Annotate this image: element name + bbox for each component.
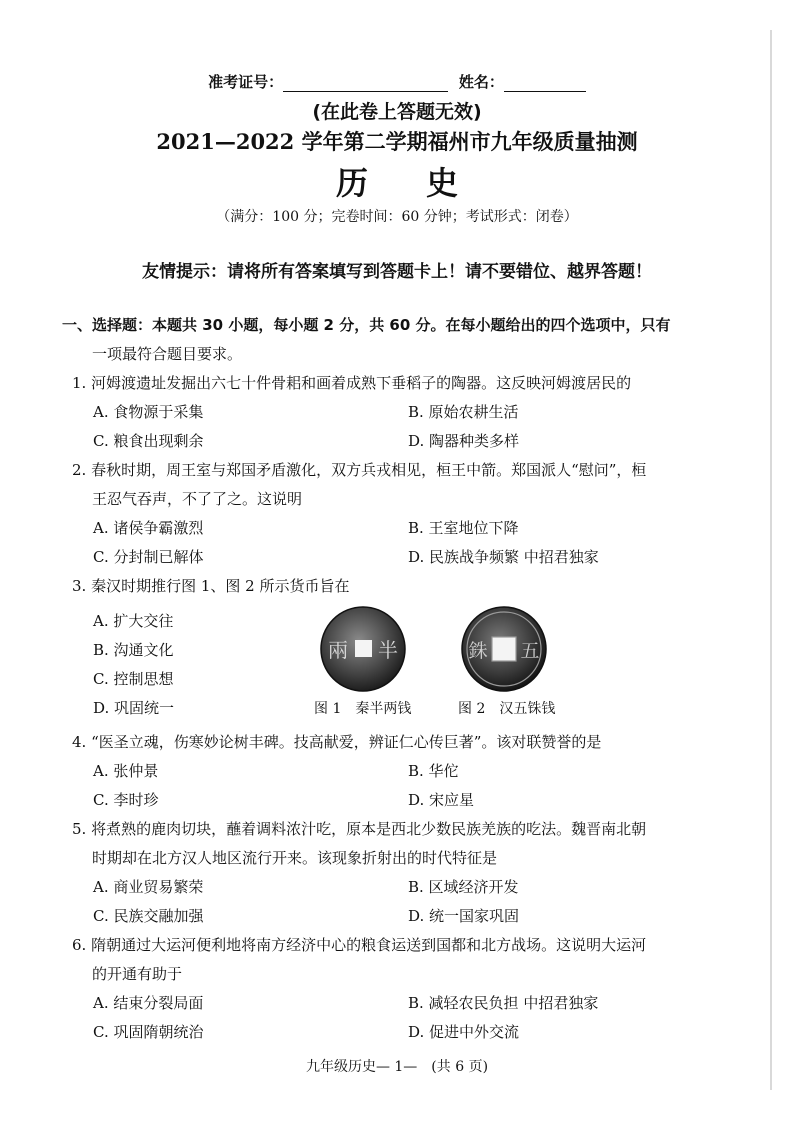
coin-1-glyph-right: 半 [378,638,398,662]
question-2-option-a: A. 诸侯争霸激烈 [93,519,204,537]
name-label: 姓名： [458,73,504,91]
name-blank[interactable] [504,75,586,92]
question-6-option-d: D. 促进中外交流 [408,1023,520,1041]
coin-1-glyph-left: 兩 [328,638,348,662]
question-5-option-b: B. 区域经济开发 [408,878,519,896]
question-3-option-d: D. 巩固统一 [93,699,175,717]
question-4-stem: 4. “医圣立魂，伤寒妙论树丰碑。技高献爱，辨证仁心传巨著”。该对联赞誉的是 [72,733,602,751]
coin-2-glyph-left: 銖 [468,640,488,662]
question-1-option-b: B. 原始农耕生活 [408,403,519,421]
question-2-stem-line2: 王忍气吞声，不了了之。这说明 [92,490,303,508]
question-5-option-c: C. 民族交融加强 [93,907,204,925]
invalid-note: (在此卷上答题无效) [312,101,482,123]
question-5-option-d: D. 统一国家巩固 [408,907,520,925]
coin-1-square-hole [355,640,372,657]
figure-1-caption: 图 1 秦半两钱 [314,701,412,717]
question-1-option-a: A. 食物源于采集 [93,403,204,421]
exam-number-blank[interactable] [283,75,448,92]
examinee-info-line [0,71,794,92]
subject-title: 历史 [335,164,516,202]
question-6-stem-line1: 6. 隋朝通过大运河便利地将南方经济中心的粮食运送到国都和北方战场。这说明大运河 [72,936,647,954]
question-3-option-b: B. 沟通文化 [93,641,174,659]
question-6-option-a: A. 结束分裂局面 [93,994,204,1012]
question-1-option-d: D. 陶器种类多样 [408,432,520,450]
question-2-option-d: D. 民族战争频繁 中招君独家 [408,548,599,566]
figure-2-caption: 图 2 汉五铢钱 [458,701,556,717]
exam-title: 2021—2022 学年第二学期福州市九年级质量抽测 [156,129,638,154]
coin-2-square-hole [492,637,516,661]
question-4-option-c: C. 李时珍 [93,791,159,809]
question-3-option-c: C. 控制思想 [93,670,174,688]
question-5-stem-line2: 时期却在北方汉人地区流行开来。该现象折射出的时代特征是 [92,849,498,867]
question-4-option-d: D. 宋应星 [408,791,475,809]
page-footer: 九年级历史— 1— (共 6 页) [305,1059,489,1075]
exam-number-label: 准考证号： [208,73,284,91]
question-2-option-b: B. 王室地位下降 [408,519,519,537]
question-4-option-a: A. 张仲景 [93,762,159,780]
question-2-option-c: C. 分封制已解体 [93,548,204,566]
question-1-option-c: C. 粮食出现剩余 [93,432,204,450]
question-5-option-a: A. 商业贸易繁荣 [93,878,204,896]
section-heading-line1: 一、选择题：本题共 30 小题，每小题 2 分，共 60 分。在每小题给出的四个选项中，只有 [62,316,671,334]
question-4-option-b: B. 华佗 [408,762,459,780]
question-6-stem-line2: 的开通有助于 [92,965,183,983]
exam-meta: （满分：100 分；完卷时间：60 分钟；考试形式：闭卷） [216,209,578,225]
section-heading-line2: 一项最符合题目要求。 [92,345,243,363]
question-3-stem: 3. 秦汉时期推行图 1、图 2 所示货币旨在 [72,577,350,595]
question-6-option-c: C. 巩固隋朝统治 [93,1023,204,1041]
question-6-option-b: B. 减轻农民负担 中招君独家 [408,994,599,1012]
coin-2-glyph-right: 五 [520,640,540,662]
question-5-stem-line1: 5. 将煮熟的鹿肉切块，蘸着调料浓汁吃，原本是西北少数民族羌族的吃法。魏晋南北朝 [72,820,647,838]
figure-1-banliang-coin [318,605,408,693]
question-1-stem: 1. 河姆渡遗址发掘出六七十件骨耜和画着成熟下垂稻子的陶器。这反映河姆渡居民的 [72,374,632,392]
friendly-tip: 友情提示：请将所有答案填写到答题卡上！请不要错位、越界答题！ [142,262,652,282]
question-3-option-a: A. 扩大交往 [93,612,174,630]
figure-2-wuzhu-coin [458,605,550,693]
question-2-stem-line1: 2. 春秋时期，周王室与郑国矛盾激化，双方兵戎相见，桓王中箭。郑国派人“慰问”，桓 [72,461,647,479]
